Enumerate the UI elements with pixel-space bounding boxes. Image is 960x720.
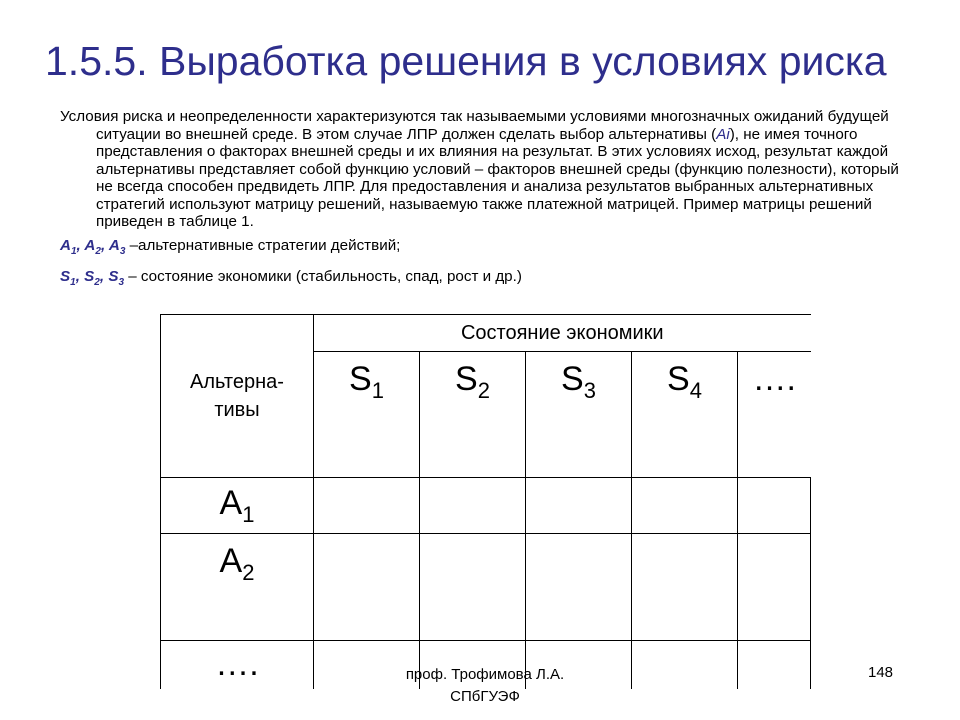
state-s2-cell [420,352,526,478]
legend-s-sub: 3 [118,276,125,288]
matrix-cell [314,478,420,534]
intro-paragraph [60,108,900,231]
legend-s-sub: 2 [94,276,100,288]
header-alternatives-line1: Альтерна- [190,371,284,393]
legend-s-sub: 1 [70,276,76,288]
legend-a-letter: A [60,236,71,254]
alt-sub: 2 [242,559,255,585]
alt-a2-cell [161,534,314,641]
matrix-cell [526,478,632,534]
state-sub: 1 [371,377,384,403]
state-sub: 4 [689,377,702,403]
legend-s-letter: S [84,267,95,285]
alt-letter: A [219,542,243,580]
matrix-cell [738,478,811,534]
state-s1-cell [314,352,420,478]
legend-alternatives [60,236,900,262]
paragraph-part-2: ), не имея точного представления о факторах внешней среды и их влияния на результат. В этих условиях исход, результат каждой альтернативы представляет собой функцию условий – факторов внешней среды (функцию полезности), который не всегда способен предвидеть ЛПР. Для предоставления и анализа результатов выбранных альтернативных стратегий используют матрицу решений, называемую также платежной матрицей. Пример матрицы решений приведен в таблице 1. [96,125,899,230]
legend-a-letter: A [84,236,96,254]
legend-a-text: –альтернативные стратегии действий; [125,236,401,254]
state-letter: S [561,360,584,398]
header-state-cell: Состояние экономики [314,315,811,352]
footer-author: проф. Трофимова Л.А. [405,666,565,683]
matrix-cell [738,641,811,689]
legend-a-sub: 1 [70,245,77,257]
legend-states [60,267,900,293]
state-letter: S [667,360,690,398]
state-s3-cell [526,352,632,478]
matrix-cell [420,534,526,641]
footer-org: СПбГУЭФ [450,688,520,705]
state-sub: 2 [477,377,490,403]
matrix-cell [632,641,738,689]
slide-body [60,108,900,293]
legend-a-sep: , [76,236,85,254]
page-number: 148 [868,664,894,681]
legend-a-sep: , [100,236,109,254]
legend-s-sep: , [99,267,109,285]
matrix-cell [632,534,738,641]
state-more-cell: …. [738,352,811,478]
slide-footer [370,664,600,708]
alt-a1-cell [161,478,314,534]
paragraph-ai: Ai [716,125,730,143]
matrix-cell [526,534,632,641]
alt-more-cell: …. [161,641,314,689]
slide-title: 1.5.5. Выработка решения в условиях риска [45,38,887,84]
decision-matrix-table [160,314,811,689]
header-alternatives-cell [161,315,314,478]
legend-s-letter: S [60,267,71,285]
legend-s-letter: S [108,267,119,285]
state-letter: S [455,360,478,398]
matrix-cell [314,534,420,641]
matrix-cell [632,478,738,534]
matrix-cell [738,534,811,641]
legend-s-text: – состояние экономики (стабильность, спад, рост и др.) [124,267,522,285]
state-s4-cell [632,352,738,478]
alt-sub: 1 [242,501,255,527]
state-letter: S [349,360,372,398]
legend-a-sub: 2 [95,245,101,257]
alt-letter: A [219,483,243,522]
state-sub: 3 [583,377,596,403]
matrix-cell [420,478,526,534]
legend-s-sep: , [75,267,85,285]
header-alternatives-line2: тивы [214,399,260,421]
legend-a-letter: A [108,236,120,254]
paragraph-part-1: Условия риска и неопределенности характеризуются так называемыми условиями многозначных ожиданий будущей ситуации во внешней среде. В этом случае ЛПР должен сделать выбор альтернативы ( [60,108,889,143]
legend-a-sub: 3 [119,245,126,257]
